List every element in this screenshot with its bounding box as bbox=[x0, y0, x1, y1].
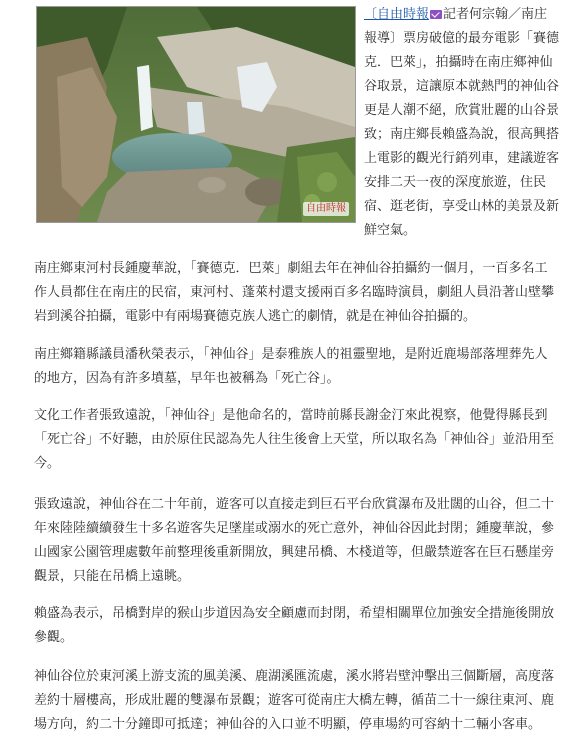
article-photo bbox=[36, 6, 356, 223]
source-link[interactable]: 〔自由時報 bbox=[364, 7, 430, 22]
paragraph-6: 神仙谷位於東河溪上游支流的風美溪、鹿湖溪匯流處，溪水將岩壁沖擊出三個斷層，高度落差約十層樓高，形成壯麗的雙瀑布景觀；遊客可從南庄大橋左轉，循苗二十一線往東河、鹿場方向，約二十分鐘即可抵達；神仙谷的入口並不明顯，停車場約可容納十二輛小客車。 bbox=[34, 669, 555, 732]
byline: 記者何宗翰／南庄報導〕 bbox=[364, 7, 548, 46]
paragraph-5: 賴盛為表示，吊橋對岸的猴山步道因為安全顧慮而封閉，希望相關單位加強安全措施後開放參觀。 bbox=[34, 606, 555, 645]
lead-paragraph bbox=[364, 3, 560, 243]
paragraph-1: 南庄鄉東河村長鍾慶華說，「賽德克．巴萊」劇組去年在神仙谷拍攝約一個月，一百多名工作人員都住在南庄的民宿，東河村、蓬萊村還支援兩百多名臨時演員，劇組人員沿著山壁攀岩到溪谷拍攝，電影中有兩場賽德克族人逃亡的劇情，就是在神仙谷拍攝的。 bbox=[34, 261, 555, 324]
paragraph-4: 張致遠說，神仙谷在二十年前，遊客可以直接走到巨石平台欣賞瀑布及壯闊的山谷，但二十年來陸陸續續發生十多名遊客失足墜崖或溺水的死亡意外，神仙谷因此封閉；鍾慶華說，參山國家公園管理處數年前整理後重新開放，興建吊橋、木棧道等，但嚴禁遊客在巨石懸崖旁觀景，只能在吊橋上遠眺。 bbox=[34, 497, 555, 584]
paragraph-3: 文化工作者張致遠說，「神仙谷」是他命名的，當時前縣長謝金汀來此視察，他覺得縣長到「死亡谷」不好聽，由於原住民認為先人往生後會上天堂，所以取名為「神仙谷」並沿用至今。 bbox=[34, 408, 555, 471]
lead-text: 票房破億的最夯電影「賽德克．巴萊」，拍攝時在南庄鄉神仙谷取景，這讓原本就熱門的神仙谷更是人潮不絕，欣賞壯麗的山谷景致；南庄鄉長賴盛為說，很高興搭上電影的觀光行銷列車，建議遊客安排二天一夜的深度旅遊，住民宿、逛老街，享受山林的美景及新鮮空氣。 bbox=[364, 31, 560, 238]
newspaper-watermark: 自由時報 bbox=[303, 202, 349, 216]
paragraph-2: 南庄鄉籍縣議員潘秋榮表示，「神仙谷」是泰雅族人的祖靈聖地，是附近鹿場部落埋葬先人的地方，因為有許多墳墓，早年也被稱為「死亡谷」。 bbox=[34, 347, 548, 386]
waterfall-illustration bbox=[37, 7, 355, 222]
mail-icon[interactable] bbox=[430, 10, 442, 19]
